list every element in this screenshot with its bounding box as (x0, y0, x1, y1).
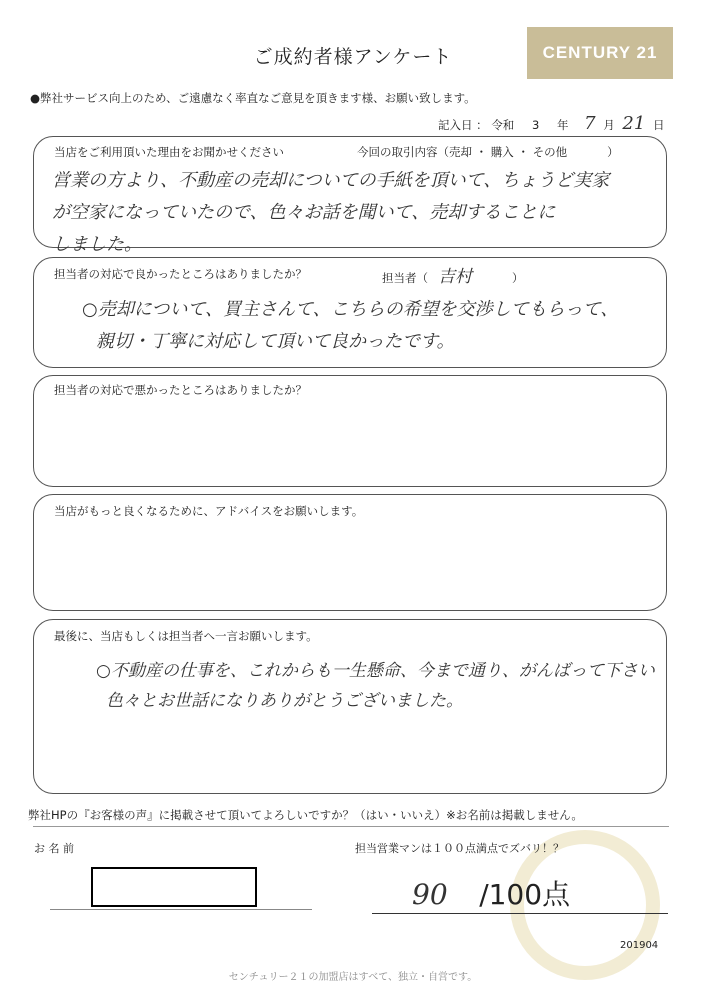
score-value-row (412, 873, 570, 913)
q1-box (33, 136, 667, 255)
date-month: 7 (584, 113, 596, 134)
q2-answer-line: ○売却について、買主さんて、こちらの希望を交渉してもらって、 (82, 299, 619, 320)
form-code: 201904 (620, 940, 659, 951)
q2-answer (82, 294, 618, 358)
date-label: 記入日 (438, 118, 473, 132)
name-redaction-box (91, 867, 257, 907)
q5-box (33, 619, 667, 794)
page-title: ご成約者様アンケート (253, 46, 453, 68)
q2-box (33, 257, 667, 368)
date-day-unit: 日 (652, 118, 665, 132)
q5-answer-line: ○不動産の仕事を、これからも一生懸命、今まで通り、がんばって下さい (96, 661, 655, 681)
q3-box (33, 375, 667, 487)
score-value: 90 (412, 878, 448, 911)
q2-staff: 担当者（ 吉村 ） (382, 267, 524, 287)
date-year-unit: 年 (556, 118, 569, 132)
q1-answer-line: が空家になっていたので、色々お話を聞いて、売却することに (52, 202, 556, 223)
q4-box (33, 494, 667, 611)
q1-transaction-type: 今回の取引内容（売却 ・ 購入 ・ その他 ） (357, 145, 619, 159)
q5-answer (96, 656, 655, 716)
brand-logo: CENTURY 21 (527, 27, 673, 79)
consent-question: 弊社HPの『お客様の声』に掲載させて頂いてよろしいですか？（はい・いいえ）※お名前は掲載しません。 (28, 808, 583, 822)
name-label: お 名 前 (34, 842, 74, 855)
name-underline (50, 909, 312, 910)
score-underline (372, 913, 668, 914)
date-row: 記入日 ： 令和 3 年 7 月 21 日 (438, 113, 665, 134)
q1-question: 当店をご利用頂いた理由をお聞かせください (54, 145, 284, 159)
q5-question: 最後に、当店もしくは担当者へ一言お願いします。 (54, 629, 318, 643)
q2-question: 担当者の対応で良かったところはありましたか？ (54, 267, 307, 281)
q3-question: 担当者の対応で悪かったところはありましたか？ (54, 383, 307, 397)
q5-answer-line: 色々とお世話になりありがとうございました。 (106, 691, 463, 711)
date-year: 3 (531, 118, 540, 132)
footer-notice: センチュリー２１の加盟店はすべて、独立・自営です。 (228, 972, 478, 983)
intro-text: ●弊社サービス向上のため、ご遠慮なく率直なご意見を頂きます様、お願い致します。 (30, 91, 476, 105)
q2-answer-line: 親切・丁寧に対応して頂いて良かったです。 (96, 331, 455, 352)
q1-answer-line: 営業の方より、不動産の売却についての手紙を頂いて、ちょうど実家 (52, 170, 610, 191)
q1-answer (52, 165, 609, 261)
date-era: 令和 (491, 118, 515, 132)
date-month-unit: 月 (603, 118, 615, 132)
score-label: 担当営業マンは１００点満点でズバリ！？ (355, 842, 564, 855)
q1-answer-line: しました。 (52, 234, 142, 255)
date-day: 21 (622, 113, 646, 134)
score-suffix: /100点 (479, 878, 571, 911)
q4-question: 当店がもっと良くなるために、アドバイスをお願いします。 (54, 504, 364, 518)
divider (33, 826, 669, 827)
